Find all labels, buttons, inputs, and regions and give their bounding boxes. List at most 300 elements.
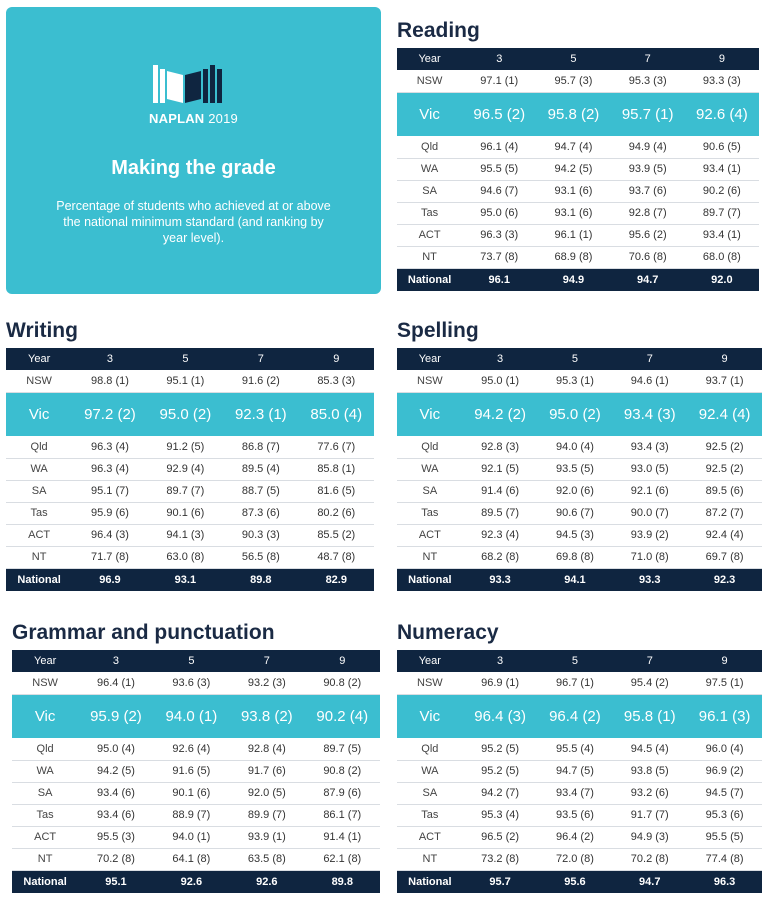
year-header: Year xyxy=(6,348,72,370)
result-cell: 94.2 (7) xyxy=(463,782,538,804)
result-cell: 93.0 (5) xyxy=(612,458,687,480)
panel-title: Grammar and punctuation xyxy=(12,621,275,644)
result-cell: 88.7 (5) xyxy=(223,480,298,502)
year-level-header: 5 xyxy=(148,348,223,370)
result-cell: 97.5 (1) xyxy=(687,672,762,694)
spelling-panel xyxy=(397,318,762,591)
table-row xyxy=(12,826,380,848)
table-row xyxy=(6,546,374,568)
result-cell: 92.9 (4) xyxy=(148,458,223,480)
result-cell: 94.2 (5) xyxy=(78,760,153,782)
state-label: WA xyxy=(397,760,463,782)
result-cell: 92.0 (6) xyxy=(538,480,613,502)
national-cell: 95.7 xyxy=(463,870,538,893)
state-label: NT xyxy=(12,848,78,870)
result-cell: 72.0 (8) xyxy=(538,848,613,870)
table-row xyxy=(397,782,762,804)
result-cell: 92.6 (4) xyxy=(685,92,759,136)
result-cell: 73.7 (8) xyxy=(462,246,536,268)
result-cell: 90.8 (2) xyxy=(305,672,380,694)
result-cell: 95.8 (1) xyxy=(612,694,687,738)
result-cell: 95.1 (7) xyxy=(72,480,147,502)
result-cell: 94.7 (4) xyxy=(536,136,610,158)
national-cell: 89.8 xyxy=(223,568,298,591)
result-cell: 48.7 (8) xyxy=(299,546,374,568)
result-cell: 93.4 (1) xyxy=(685,158,759,180)
year-header: Year xyxy=(397,348,463,370)
table-row xyxy=(6,502,374,524)
state-label: Tas xyxy=(397,804,463,826)
result-cell: 95.9 (6) xyxy=(72,502,147,524)
reading-panel xyxy=(397,18,759,291)
result-cell: 95.5 (5) xyxy=(687,826,762,848)
national-cell: 94.7 xyxy=(611,268,685,291)
result-cell: 91.6 (2) xyxy=(223,370,298,392)
result-cell: 94.5 (3) xyxy=(538,524,613,546)
header-row xyxy=(397,650,762,672)
national-row xyxy=(397,568,762,591)
table-row xyxy=(12,672,380,694)
state-label: ACT xyxy=(397,826,463,848)
table-row xyxy=(6,480,374,502)
result-cell: 92.6 (4) xyxy=(154,738,229,760)
table-row xyxy=(397,672,762,694)
result-cell: 95.3 (1) xyxy=(538,370,613,392)
result-cell: 92.4 (4) xyxy=(687,392,762,436)
result-cell: 93.7 (1) xyxy=(687,370,762,392)
result-cell: 95.3 (6) xyxy=(687,804,762,826)
result-cell: 96.4 (2) xyxy=(538,694,613,738)
national-label: National xyxy=(397,870,463,893)
year-level-header: 5 xyxy=(538,348,613,370)
result-cell: 96.4 (3) xyxy=(463,694,538,738)
result-cell: 87.9 (6) xyxy=(305,782,380,804)
state-label: Qld xyxy=(397,738,463,760)
result-cell: 95.0 (2) xyxy=(148,392,223,436)
result-cell: 77.6 (7) xyxy=(299,436,374,458)
state-label: NT xyxy=(397,848,463,870)
result-cell: 95.2 (5) xyxy=(463,760,538,782)
result-cell: 96.5 (2) xyxy=(463,826,538,848)
numeracy-panel xyxy=(397,620,762,893)
result-cell: 85.5 (2) xyxy=(299,524,374,546)
year-level-header: 7 xyxy=(223,348,298,370)
header-row xyxy=(12,650,380,672)
state-label: NSW xyxy=(6,370,72,392)
result-cell: 95.5 (3) xyxy=(78,826,153,848)
table-row xyxy=(397,546,762,568)
year-level-header: 9 xyxy=(299,348,374,370)
state-label: NT xyxy=(6,546,72,568)
year-level-header: 3 xyxy=(72,348,147,370)
result-cell: 93.9 (2) xyxy=(612,524,687,546)
national-cell: 93.3 xyxy=(612,568,687,591)
national-cell: 92.3 xyxy=(687,568,762,591)
result-cell: 94.2 (5) xyxy=(536,158,610,180)
state-label: ACT xyxy=(6,524,72,546)
table-row xyxy=(397,524,762,546)
state-label: NSW xyxy=(397,70,462,92)
table-row xyxy=(6,524,374,546)
national-cell: 94.9 xyxy=(536,268,610,291)
national-row xyxy=(397,870,762,893)
result-cell: 95.4 (2) xyxy=(612,672,687,694)
result-cell: 95.0 (1) xyxy=(463,370,538,392)
result-cell: 93.4 (3) xyxy=(612,436,687,458)
result-cell: 95.2 (5) xyxy=(463,738,538,760)
naplan-logo xyxy=(6,59,381,111)
table-row xyxy=(397,370,762,392)
panel-title: Spelling xyxy=(397,319,479,342)
year-header: Year xyxy=(397,650,463,672)
table-row xyxy=(397,136,759,158)
result-cell: 90.8 (2) xyxy=(305,760,380,782)
result-cell: 95.3 (3) xyxy=(611,70,685,92)
result-cell: 86.1 (7) xyxy=(305,804,380,826)
result-cell: 94.7 (5) xyxy=(538,760,613,782)
result-cell: 94.9 (3) xyxy=(612,826,687,848)
table-row xyxy=(397,180,759,202)
result-cell: 96.7 (1) xyxy=(538,672,613,694)
year-level-header: 9 xyxy=(687,650,762,672)
result-cell: 95.0 (6) xyxy=(462,202,536,224)
national-label: National xyxy=(6,568,72,591)
national-cell: 96.9 xyxy=(72,568,147,591)
results-table xyxy=(397,650,762,893)
result-cell: 94.2 (2) xyxy=(463,392,538,436)
state-label: NT xyxy=(397,246,462,268)
table-row xyxy=(12,738,380,760)
table-row xyxy=(397,848,762,870)
result-cell: 95.7 (3) xyxy=(536,70,610,92)
state-label: Qld xyxy=(397,136,462,158)
national-cell: 89.8 xyxy=(305,870,380,893)
result-cell: 71.7 (8) xyxy=(72,546,147,568)
national-row xyxy=(12,870,380,893)
result-cell: 64.1 (8) xyxy=(154,848,229,870)
year-level-header: 7 xyxy=(229,650,304,672)
state-label: WA xyxy=(397,158,462,180)
result-cell: 63.0 (8) xyxy=(148,546,223,568)
year-level-header: 9 xyxy=(687,348,762,370)
result-cell: 92.1 (5) xyxy=(463,458,538,480)
header-row xyxy=(397,48,759,70)
result-cell: 93.2 (6) xyxy=(612,782,687,804)
result-cell: 86.8 (7) xyxy=(223,436,298,458)
hero-card xyxy=(6,7,381,294)
state-label: Vic xyxy=(12,694,78,738)
panel-title: Reading xyxy=(397,19,480,42)
state-label: Tas xyxy=(12,804,78,826)
table-row xyxy=(397,70,759,92)
results-table xyxy=(397,348,762,591)
year-level-header: 3 xyxy=(463,348,538,370)
state-label: Qld xyxy=(12,738,78,760)
result-cell: 77.4 (8) xyxy=(687,848,762,870)
result-cell: 91.4 (1) xyxy=(305,826,380,848)
national-row xyxy=(6,568,374,591)
result-cell: 93.8 (2) xyxy=(229,694,304,738)
result-cell: 93.9 (5) xyxy=(611,158,685,180)
year-level-header: 5 xyxy=(154,650,229,672)
result-cell: 73.2 (8) xyxy=(463,848,538,870)
result-cell: 92.0 (5) xyxy=(229,782,304,804)
table-row xyxy=(12,760,380,782)
national-cell: 82.9 xyxy=(299,568,374,591)
result-cell: 85.3 (3) xyxy=(299,370,374,392)
result-cell: 96.4 (1) xyxy=(78,672,153,694)
state-label: Tas xyxy=(6,502,72,524)
result-cell: 93.4 (6) xyxy=(78,782,153,804)
result-cell: 69.7 (8) xyxy=(687,546,762,568)
result-cell: 90.0 (7) xyxy=(612,502,687,524)
result-cell: 97.1 (1) xyxy=(462,70,536,92)
result-cell: 92.5 (2) xyxy=(687,458,762,480)
state-label: Tas xyxy=(397,502,463,524)
result-cell: 94.6 (7) xyxy=(462,180,536,202)
result-cell: 94.5 (7) xyxy=(687,782,762,804)
result-cell: 95.0 (4) xyxy=(78,738,153,760)
result-cell: 95.8 (2) xyxy=(536,92,610,136)
result-cell: 91.4 (6) xyxy=(463,480,538,502)
result-cell: 69.8 (8) xyxy=(538,546,613,568)
result-cell: 98.8 (1) xyxy=(72,370,147,392)
result-cell: 90.3 (3) xyxy=(223,524,298,546)
result-cell: 96.0 (4) xyxy=(687,738,762,760)
result-cell: 87.3 (6) xyxy=(223,502,298,524)
result-cell: 93.4 (1) xyxy=(685,224,759,246)
result-cell: 94.5 (4) xyxy=(612,738,687,760)
state-label: Tas xyxy=(397,202,462,224)
national-label: National xyxy=(12,870,78,893)
result-cell: 89.5 (4) xyxy=(223,458,298,480)
result-cell: 96.1 (1) xyxy=(536,224,610,246)
result-cell: 90.6 (7) xyxy=(538,502,613,524)
national-cell: 95.1 xyxy=(78,870,153,893)
national-cell: 94.1 xyxy=(538,568,613,591)
result-cell: 85.0 (4) xyxy=(299,392,374,436)
result-cell: 94.1 (3) xyxy=(148,524,223,546)
result-cell: 92.8 (4) xyxy=(229,738,304,760)
result-cell: 96.4 (2) xyxy=(538,826,613,848)
table-row xyxy=(12,804,380,826)
highlight-row xyxy=(397,92,759,136)
result-cell: 89.7 (7) xyxy=(148,480,223,502)
table-row xyxy=(397,804,762,826)
result-cell: 95.1 (1) xyxy=(148,370,223,392)
table-row xyxy=(397,202,759,224)
result-cell: 94.0 (4) xyxy=(538,436,613,458)
result-cell: 89.5 (7) xyxy=(463,502,538,524)
year-level-header: 7 xyxy=(612,650,687,672)
panel-title: Numeracy xyxy=(397,621,499,644)
national-cell: 96.3 xyxy=(687,870,762,893)
year-level-header: 9 xyxy=(305,650,380,672)
writing-panel xyxy=(6,318,374,591)
result-cell: 93.5 (6) xyxy=(538,804,613,826)
national-label: National xyxy=(397,568,463,591)
header-row xyxy=(6,348,374,370)
grammar-panel xyxy=(12,620,380,893)
table-row xyxy=(397,246,759,268)
result-cell: 95.9 (2) xyxy=(78,694,153,738)
state-label: NT xyxy=(397,546,463,568)
table-row xyxy=(6,370,374,392)
national-row xyxy=(397,268,759,291)
brand-year: 2019 xyxy=(208,111,238,126)
table-row xyxy=(397,480,762,502)
result-cell: 93.1 (6) xyxy=(536,180,610,202)
result-cell: 91.7 (6) xyxy=(229,760,304,782)
result-cell: 92.8 (3) xyxy=(463,436,538,458)
state-label: Vic xyxy=(397,392,463,436)
result-cell: 68.0 (8) xyxy=(685,246,759,268)
result-cell: 97.2 (2) xyxy=(72,392,147,436)
result-cell: 70.6 (8) xyxy=(611,246,685,268)
state-label: NSW xyxy=(397,370,463,392)
state-label: WA xyxy=(397,458,463,480)
result-cell: 93.1 (6) xyxy=(536,202,610,224)
result-cell: 90.2 (4) xyxy=(305,694,380,738)
national-cell: 93.3 xyxy=(463,568,538,591)
result-cell: 93.4 (6) xyxy=(78,804,153,826)
results-table xyxy=(12,650,380,893)
headline: Making the grade xyxy=(111,157,276,179)
result-cell: 96.1 (4) xyxy=(462,136,536,158)
result-cell: 95.6 (2) xyxy=(611,224,685,246)
national-cell: 95.6 xyxy=(538,870,613,893)
result-cell: 92.1 (6) xyxy=(612,480,687,502)
table-row xyxy=(397,436,762,458)
national-label: National xyxy=(397,268,462,291)
state-label: Vic xyxy=(397,92,462,136)
table-row xyxy=(397,760,762,782)
state-label: SA xyxy=(397,480,463,502)
table-row xyxy=(397,502,762,524)
result-cell: 93.9 (1) xyxy=(229,826,304,848)
national-cell: 94.7 xyxy=(612,870,687,893)
year-level-header: 7 xyxy=(611,48,685,70)
result-cell: 96.4 (3) xyxy=(72,524,147,546)
result-cell: 93.4 (7) xyxy=(538,782,613,804)
state-label: ACT xyxy=(397,524,463,546)
result-cell: 93.7 (6) xyxy=(611,180,685,202)
highlight-row xyxy=(397,392,762,436)
result-cell: 95.0 (2) xyxy=(538,392,613,436)
panel-title: Writing xyxy=(6,319,78,342)
result-cell: 89.5 (6) xyxy=(687,480,762,502)
result-cell: 68.9 (8) xyxy=(536,246,610,268)
brand-name: NAPLAN xyxy=(149,111,205,126)
result-cell: 90.2 (6) xyxy=(685,180,759,202)
state-label: NSW xyxy=(12,672,78,694)
state-label: WA xyxy=(6,458,72,480)
result-cell: 91.2 (5) xyxy=(148,436,223,458)
header-row xyxy=(397,348,762,370)
year-level-header: 3 xyxy=(78,650,153,672)
table-row xyxy=(397,224,759,246)
brand-label xyxy=(6,111,381,126)
result-cell: 63.5 (8) xyxy=(229,848,304,870)
state-label: Qld xyxy=(397,436,463,458)
state-label: ACT xyxy=(12,826,78,848)
results-table xyxy=(397,48,759,291)
result-cell: 89.7 (5) xyxy=(305,738,380,760)
description: Percentage of students who achieved at or above the national minimum standard (and ranking by year level). xyxy=(56,199,331,245)
result-cell: 94.0 (1) xyxy=(154,826,229,848)
highlight-row xyxy=(6,392,374,436)
result-cell: 88.9 (7) xyxy=(154,804,229,826)
result-cell: 95.5 (5) xyxy=(462,158,536,180)
result-cell: 70.2 (8) xyxy=(78,848,153,870)
national-cell: 92.6 xyxy=(229,870,304,893)
highlight-row xyxy=(397,694,762,738)
result-cell: 93.4 (3) xyxy=(612,392,687,436)
state-label: Vic xyxy=(397,694,463,738)
result-cell: 91.7 (7) xyxy=(612,804,687,826)
result-cell: 92.3 (4) xyxy=(463,524,538,546)
result-cell: 92.3 (1) xyxy=(223,392,298,436)
result-cell: 95.3 (4) xyxy=(463,804,538,826)
year-header: Year xyxy=(397,48,462,70)
state-label: SA xyxy=(6,480,72,502)
national-cell: 92.6 xyxy=(154,870,229,893)
result-cell: 94.6 (1) xyxy=(612,370,687,392)
table-row xyxy=(6,458,374,480)
national-cell: 96.1 xyxy=(462,268,536,291)
table-row xyxy=(397,738,762,760)
result-cell: 90.1 (6) xyxy=(154,782,229,804)
result-cell: 96.3 (4) xyxy=(72,436,147,458)
table-row xyxy=(397,158,759,180)
result-cell: 93.8 (5) xyxy=(612,760,687,782)
result-cell: 85.8 (1) xyxy=(299,458,374,480)
result-cell: 92.8 (7) xyxy=(611,202,685,224)
result-cell: 87.2 (7) xyxy=(687,502,762,524)
result-cell: 96.9 (1) xyxy=(463,672,538,694)
book-logo-icon xyxy=(149,59,239,111)
result-cell: 93.3 (3) xyxy=(685,70,759,92)
state-label: Qld xyxy=(6,436,72,458)
result-cell: 90.1 (6) xyxy=(148,502,223,524)
result-cell: 89.7 (7) xyxy=(685,202,759,224)
result-cell: 91.6 (5) xyxy=(154,760,229,782)
state-label: SA xyxy=(397,180,462,202)
result-cell: 93.6 (3) xyxy=(154,672,229,694)
result-cell: 96.1 (3) xyxy=(687,694,762,738)
result-cell: 80.2 (6) xyxy=(299,502,374,524)
state-label: SA xyxy=(12,782,78,804)
highlight-row xyxy=(12,694,380,738)
state-label: ACT xyxy=(397,224,462,246)
result-cell: 93.2 (3) xyxy=(229,672,304,694)
national-cell: 93.1 xyxy=(148,568,223,591)
result-cell: 90.6 (5) xyxy=(685,136,759,158)
state-label: NSW xyxy=(397,672,463,694)
year-level-header: 5 xyxy=(536,48,610,70)
year-header: Year xyxy=(12,650,78,672)
result-cell: 94.0 (1) xyxy=(154,694,229,738)
result-cell: 96.3 (4) xyxy=(72,458,147,480)
table-row xyxy=(12,848,380,870)
state-label: Vic xyxy=(6,392,72,436)
year-level-header: 7 xyxy=(612,348,687,370)
result-cell: 96.9 (2) xyxy=(687,760,762,782)
results-table xyxy=(6,348,374,591)
result-cell: 70.2 (8) xyxy=(612,848,687,870)
table-row xyxy=(12,782,380,804)
result-cell: 95.5 (4) xyxy=(538,738,613,760)
